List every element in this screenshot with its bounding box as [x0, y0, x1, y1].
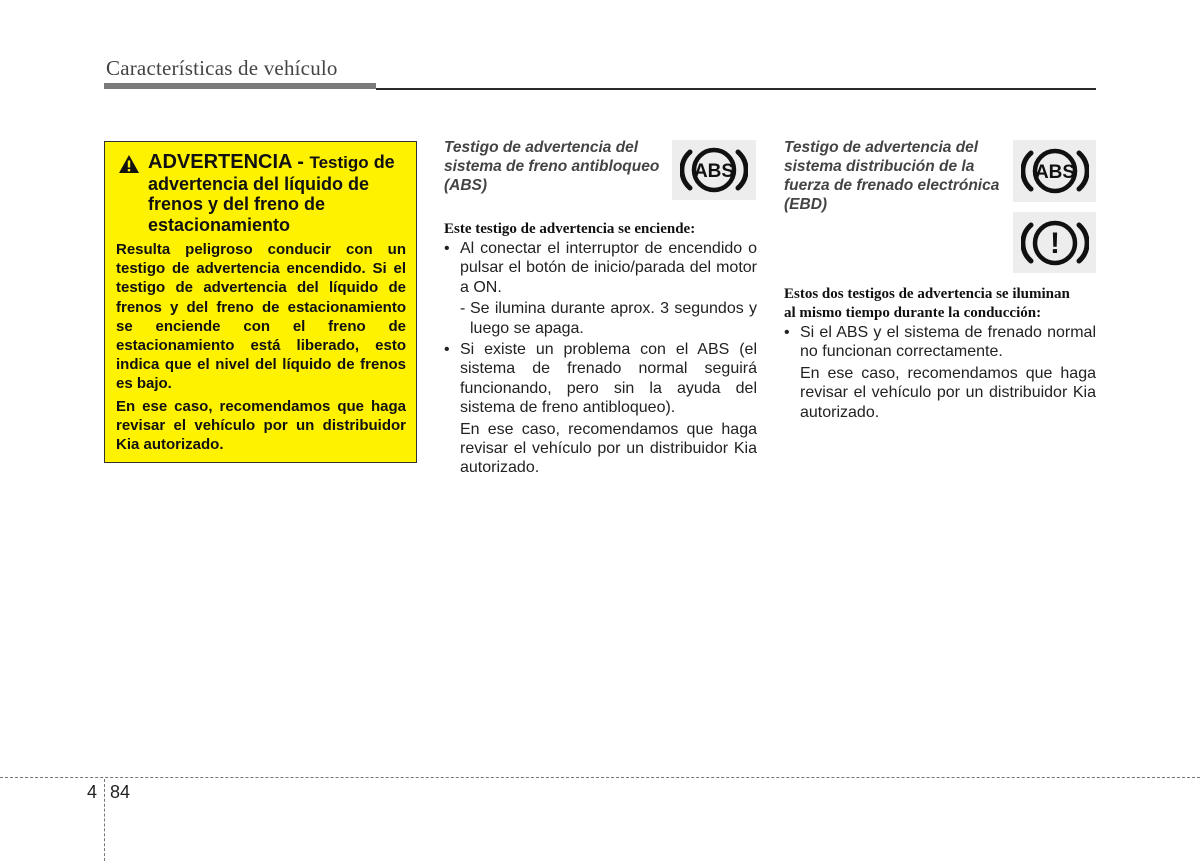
header-rule-thin	[376, 88, 1096, 90]
chapter-title: Características de vehículo	[106, 56, 338, 80]
abs-bullet-1: • Al conectar el interruptor de encendido o pulsar el botón de inicio/parada del motor a ON.	[444, 239, 757, 297]
warning-box	[104, 141, 417, 463]
brake-warning-icon	[1021, 217, 1089, 269]
warning-label: ADVERTENCIA -	[148, 151, 310, 173]
abs-bullet-2-continuation: En ese caso, recomendamos que haga revisar el vehículo por un distribuidor Kia autorizado.	[460, 420, 757, 477]
ebd-abs-icon-box	[1013, 140, 1096, 202]
brake-icon-text: !	[1049, 226, 1060, 260]
ebd-abs-icon-text: ABS	[1034, 162, 1075, 183]
footer-vertical-line	[104, 779, 105, 861]
abs-sub-dash: -	[460, 300, 466, 318]
warning-paragraph-2: En ese caso, recomendamos que haga revisar el vehículo por un distribuidor Kia autorizado.	[116, 397, 406, 454]
abs-sub-item-1	[444, 299, 757, 338]
abs-sub-text: Se ilumina durante aprox. 3 segundos y luego se apaga.	[470, 300, 757, 337]
warning-title-part1: Testigo	[309, 153, 369, 172]
header-rule-thick	[104, 83, 376, 89]
brake-icon-box	[1013, 212, 1096, 273]
ebd-bullet-1: • Si el ABS y el sistema de frenado normal no funcionan correctamente.	[784, 323, 1096, 362]
abs-section	[444, 138, 757, 478]
warning-body	[116, 240, 406, 454]
ebd-lead: Estos dos testigos de advertencia se iluminan al mismo tiempo durante la conducción:	[784, 286, 1070, 321]
abs-lead: Este testigo de advertencia se enciende:	[444, 221, 696, 237]
abs-warning-icon	[680, 144, 748, 196]
abs-bullet-2: • Si existe un problema con el ABS (el sistema de frenado normal seguirá funcionando, pero sin la ayuda del sistema de freno antibloqueo).	[444, 340, 757, 418]
ebd-section	[784, 138, 1096, 422]
page-number: 84	[110, 782, 131, 802]
abs-icon-text: ABS	[693, 161, 735, 182]
warning-title	[116, 152, 406, 235]
abs-warning-icon	[1021, 145, 1089, 197]
section-number: 4	[87, 782, 98, 802]
warning-paragraph-1: Resulta peligroso conducir con un testigo de advertencia encendido. Si el testigo de advertencia del líquido de frenos y del freno de estacionamiento se enciende con el freno de estacionamiento está liberado, esto indica que el nivel del líquido de frenos es bajo.	[116, 241, 406, 393]
footer-dashed-line	[0, 777, 1200, 778]
warning-title-part2: de advertencia del líquido de frenos y del freno de estacionamiento	[148, 152, 395, 235]
ebd-bullet-1-continuation: En ese caso, recomendamos que haga revisar el vehículo por un distribuidor Kia autorizado.	[800, 364, 1096, 421]
ebd-section-title: Testigo de advertencia del sistema distribución de la fuerza de frenado electrónica (EBD)	[784, 139, 1000, 213]
abs-section-title: Testigo de advertencia del sistema de freno antibloqueo (ABS)	[444, 139, 660, 194]
abs-icon-box	[672, 140, 756, 200]
warning-triangle-icon	[118, 154, 140, 174]
